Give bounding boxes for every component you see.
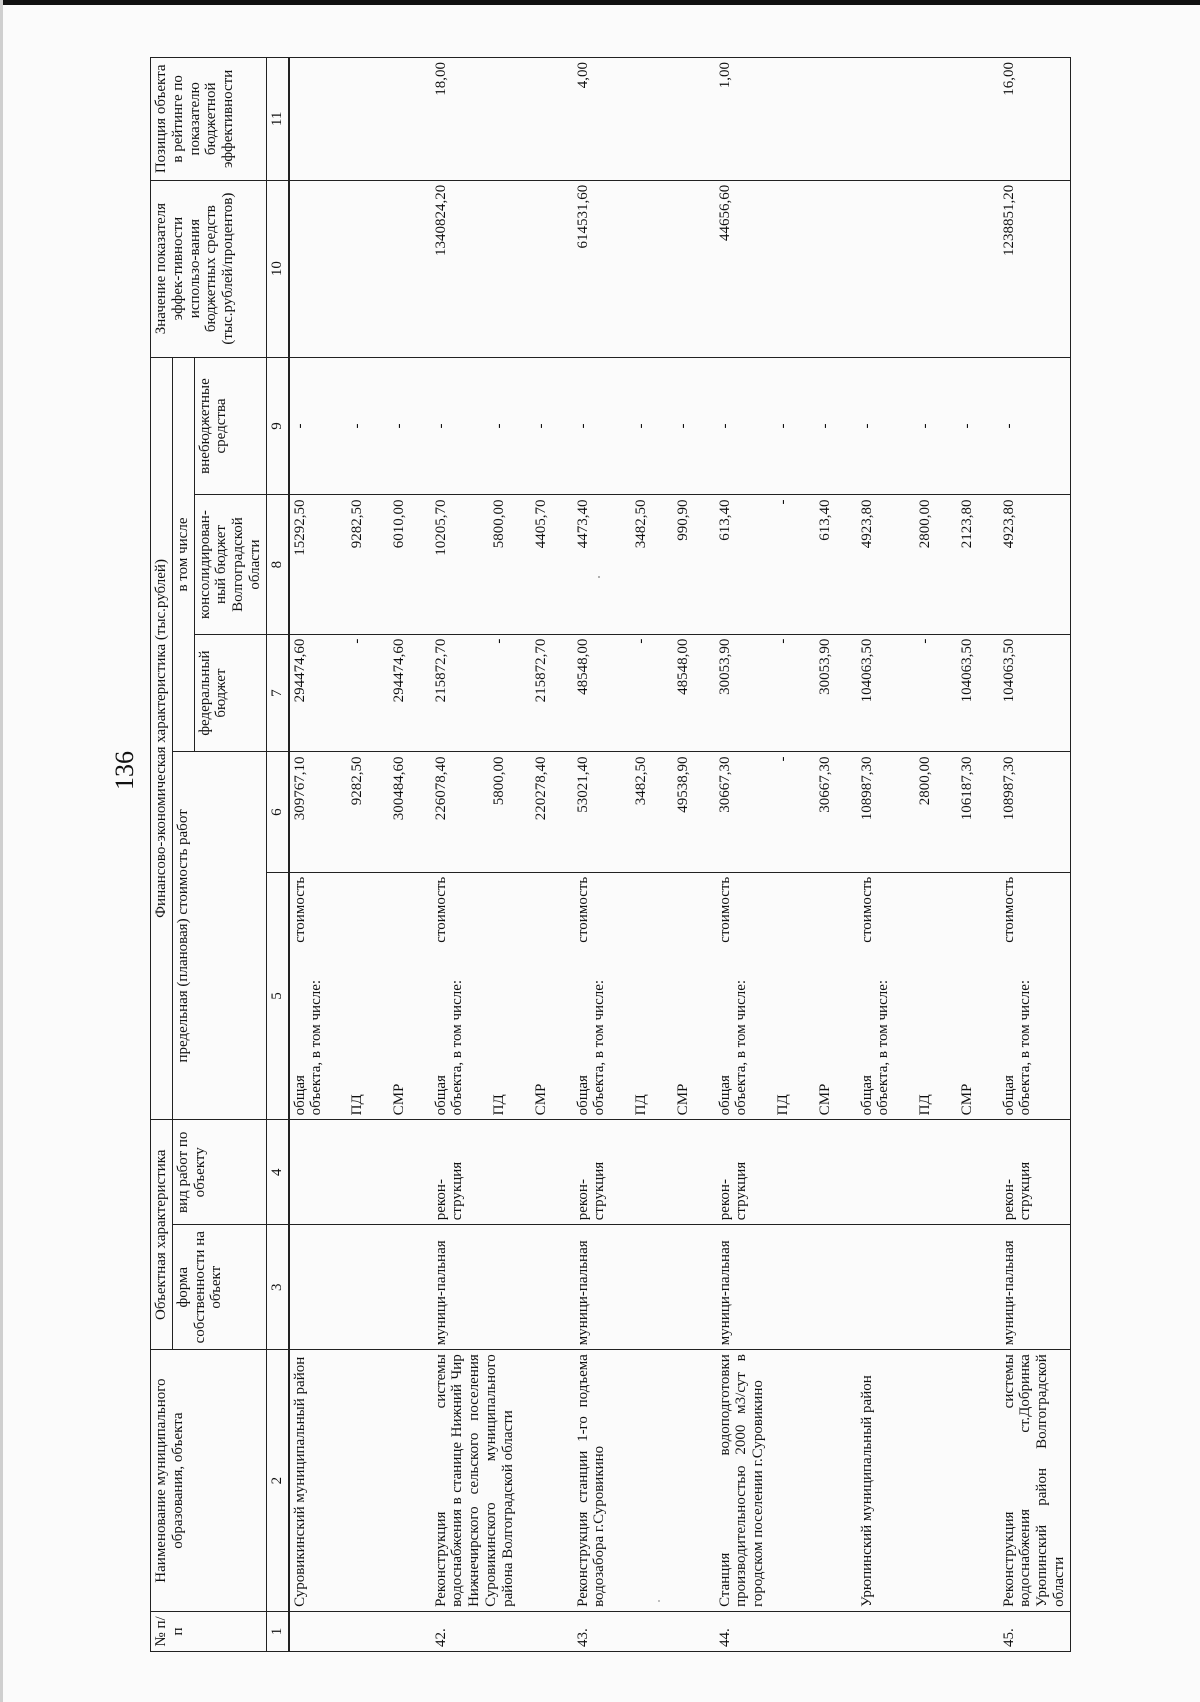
ownership-form bbox=[289, 1225, 431, 1350]
total-cost-value: 106187,30 bbox=[957, 752, 999, 872]
ownership-form: муници-пальная bbox=[573, 1225, 715, 1350]
header-extrabudgetary: внебюджетные средства bbox=[194, 357, 266, 495]
cost-label-word: стоимость bbox=[574, 876, 591, 943]
cost-item-label bbox=[431, 872, 489, 1120]
work-type: рекон-струкция bbox=[715, 1120, 857, 1225]
federal-budget-value: 294474,60 bbox=[389, 634, 431, 752]
column-number: 10 bbox=[266, 180, 288, 357]
total-cost-value: - bbox=[773, 752, 815, 872]
scan-edge-left bbox=[0, 0, 3, 1702]
cost-label-word: общая bbox=[291, 1075, 308, 1116]
cost-label-word: стоимость bbox=[716, 876, 733, 943]
regional-budget-value: - bbox=[773, 495, 815, 634]
header-object-characteristic: Объектная характеристика bbox=[151, 1120, 173, 1350]
extrabudgetary-value: - bbox=[815, 357, 857, 495]
regional-budget-value: 4405,70 bbox=[531, 495, 573, 634]
extrabudgetary-value: - bbox=[999, 357, 1071, 495]
federal-budget-value: 215872,70 bbox=[431, 634, 489, 752]
column-number: 7 bbox=[266, 634, 288, 752]
total-cost-value: 220278,40 bbox=[531, 752, 573, 872]
cost-label-word: стоимость bbox=[432, 876, 449, 943]
cost-item-label bbox=[857, 872, 915, 1120]
total-cost-value: 108987,30 bbox=[999, 752, 1071, 872]
work-type: рекон-струкция bbox=[999, 1120, 1071, 1225]
cost-label-line bbox=[292, 877, 309, 1116]
cost-label-line bbox=[433, 877, 450, 1116]
regional-budget-value: 613,40 bbox=[815, 495, 857, 634]
work-type bbox=[289, 1120, 431, 1225]
extrabudgetary-value: - bbox=[431, 357, 489, 495]
ownership-form: муници-пальная bbox=[431, 1225, 573, 1350]
federal-budget-value: 104063,50 bbox=[857, 634, 915, 752]
ownership-form: муници-пальная bbox=[999, 1225, 1071, 1350]
row-number bbox=[857, 1611, 999, 1651]
cost-label-line bbox=[1001, 877, 1018, 1116]
column-number: 5 bbox=[266, 872, 288, 1120]
total-cost-value: 108987,30 bbox=[857, 752, 915, 872]
object-name: Реконструкция станции 1-го подъема водозабора г.Суровикино bbox=[573, 1350, 715, 1612]
efficiency-value bbox=[857, 180, 999, 357]
object-name: Урюпинский муниципальный район bbox=[857, 1350, 999, 1612]
extrabudgetary-value: - bbox=[631, 357, 673, 495]
total-cost-value: 53021,40 bbox=[573, 752, 631, 872]
extrabudgetary-value: - bbox=[773, 357, 815, 495]
object-name: Суровикинский муниципальный район bbox=[289, 1350, 431, 1612]
rating-position bbox=[857, 58, 999, 181]
row-number: 45. bbox=[999, 1611, 1071, 1651]
table-header bbox=[151, 58, 289, 1652]
regional-budget-value: 613,40 bbox=[715, 495, 773, 634]
total-cost-value: 300484,60 bbox=[389, 752, 431, 872]
header-including: в том числе bbox=[172, 357, 194, 752]
header-no: № п/п bbox=[151, 1611, 267, 1651]
cost-label-word: стоимость bbox=[1000, 876, 1017, 943]
regional-budget-value: 2800,00 bbox=[915, 495, 957, 634]
rating-position: 16,00 bbox=[999, 58, 1071, 181]
extrabudgetary-value: - bbox=[347, 357, 389, 495]
efficiency-value: 1340824,20 bbox=[431, 180, 573, 357]
ownership-form bbox=[857, 1225, 999, 1350]
header-planned-cost: предельная (плановая) стоимость работ bbox=[172, 752, 266, 1120]
table-body bbox=[289, 58, 1071, 1652]
cost-item-label bbox=[289, 872, 347, 1120]
cost-label-word: стоимость bbox=[858, 876, 875, 943]
total-cost-value: 30667,30 bbox=[715, 752, 773, 872]
regional-budget-value: 3482,50 bbox=[631, 495, 673, 634]
regional-budget-value: 6010,00 bbox=[389, 495, 431, 634]
page-number bbox=[110, 751, 139, 791]
regional-budget-value: 990,90 bbox=[673, 495, 715, 634]
rating-position: 18,00 bbox=[431, 58, 573, 181]
cost-label-line bbox=[859, 877, 876, 1116]
header-work-type: вид работ по объекту bbox=[172, 1120, 266, 1225]
object-name: Реконструкция системы водоснабжения ст.Добринка Урюпинский район Волгоградской области bbox=[999, 1350, 1071, 1612]
work-type bbox=[857, 1120, 999, 1225]
object-name: Реконструкция системы водоснабжения в станице Нижний Чир Нижнечирского сельского поселения Суровикинского муниципального района Волгоградской области bbox=[431, 1350, 573, 1612]
regional-budget-value: 5800,00 bbox=[489, 495, 531, 634]
row-number bbox=[289, 1611, 431, 1651]
cost-item-label: СМР bbox=[957, 872, 999, 1120]
column-number: 8 bbox=[266, 495, 288, 634]
table-row bbox=[431, 58, 489, 1652]
regional-budget-value: 9282,50 bbox=[347, 495, 389, 634]
row-number: 43. bbox=[573, 1611, 715, 1651]
cost-item-label bbox=[999, 872, 1071, 1120]
scan-edge-top bbox=[0, 0, 1200, 5]
efficiency-value bbox=[289, 180, 431, 357]
row-number: 42. bbox=[431, 1611, 573, 1651]
total-cost-value: 49538,90 bbox=[673, 752, 715, 872]
rotated-table-container bbox=[150, 57, 1108, 1652]
cost-label-word: общая bbox=[716, 1075, 733, 1116]
cost-label-word: стоимость bbox=[291, 876, 308, 943]
header-regional-budget: консолидирован-ный бюджет Волгоградской области bbox=[194, 495, 266, 634]
extrabudgetary-value: - bbox=[573, 357, 631, 495]
extrabudgetary-value: - bbox=[957, 357, 999, 495]
federal-budget-value: - bbox=[915, 634, 957, 752]
column-number: 3 bbox=[266, 1225, 288, 1350]
total-cost-value: 309767,10 bbox=[289, 752, 347, 872]
federal-budget-value: 294474,60 bbox=[289, 634, 347, 752]
cost-item-label: ПД bbox=[773, 872, 815, 1120]
row-number: 44. bbox=[715, 1611, 857, 1651]
object-name: Станция водоподготовки производительностью 2000 м3/сут в городском поселении г.Суровикино bbox=[715, 1350, 857, 1612]
work-type: рекон-струкция bbox=[573, 1120, 715, 1225]
regional-budget-value: 4923,80 bbox=[857, 495, 915, 634]
regional-budget-value: 4473,40 bbox=[573, 495, 631, 634]
federal-budget-value: 48548,00 bbox=[673, 634, 715, 752]
regional-budget-value: 4923,80 bbox=[999, 495, 1071, 634]
cost-label-line: объекта, в том числе: bbox=[308, 979, 325, 1116]
federal-budget-value: - bbox=[773, 634, 815, 752]
federal-budget-value: - bbox=[631, 634, 673, 752]
cost-label-line: объекта, в том числе: bbox=[1017, 979, 1034, 1116]
header-federal-budget: федеральный бюджет bbox=[194, 634, 266, 752]
total-cost-value: 9282,50 bbox=[347, 752, 389, 872]
rating-position bbox=[289, 58, 431, 181]
cost-item-label: ПД bbox=[915, 872, 957, 1120]
cost-label-line bbox=[717, 877, 734, 1116]
extrabudgetary-value: - bbox=[857, 357, 915, 495]
cost-item-label: СМР bbox=[389, 872, 431, 1120]
cost-label-word: общая bbox=[574, 1075, 591, 1116]
regional-budget-value: 10205,70 bbox=[431, 495, 489, 634]
regional-budget-value: 15292,50 bbox=[289, 495, 347, 634]
table-row bbox=[715, 58, 773, 1652]
table-row bbox=[289, 58, 347, 1652]
table-row bbox=[857, 58, 915, 1652]
table-row bbox=[999, 58, 1071, 1652]
federal-budget-value: - bbox=[347, 634, 389, 752]
header-financial-characteristic: Финансово-экономическая характеристика (тыс.рублей) bbox=[151, 357, 173, 1120]
cost-label-line: объекта, в том числе: bbox=[875, 979, 892, 1116]
column-number: 9 bbox=[266, 357, 288, 495]
cost-item-label bbox=[715, 872, 773, 1120]
federal-budget-value: 104063,50 bbox=[999, 634, 1071, 752]
cost-item-label: ПД bbox=[489, 872, 531, 1120]
total-cost-value: 5800,00 bbox=[489, 752, 531, 872]
rating-position: 4,00 bbox=[573, 58, 715, 181]
column-number: 1 bbox=[266, 1611, 288, 1651]
extrabudgetary-value: - bbox=[531, 357, 573, 495]
extrabudgetary-value: - bbox=[715, 357, 773, 495]
cost-item-label: ПД bbox=[631, 872, 673, 1120]
federal-budget-value: - bbox=[489, 634, 531, 752]
investment-objects-table bbox=[150, 57, 1071, 1652]
rating-position: 1,00 bbox=[715, 58, 857, 181]
extrabudgetary-value: - bbox=[489, 357, 531, 495]
work-type: рекон-струкция bbox=[431, 1120, 573, 1225]
cost-item-label: СМР bbox=[673, 872, 715, 1120]
extrabudgetary-value: - bbox=[289, 357, 347, 495]
header-ownership: форма собственности на объект bbox=[172, 1225, 266, 1350]
extrabudgetary-value: - bbox=[915, 357, 957, 495]
total-cost-value: 3482,50 bbox=[631, 752, 673, 872]
efficiency-value: 44656,60 bbox=[715, 180, 857, 357]
cost-item-label bbox=[573, 872, 631, 1120]
cost-label-line: объекта, в том числе: bbox=[591, 979, 608, 1116]
efficiency-value: 614531,60 bbox=[573, 180, 715, 357]
column-number: 4 bbox=[266, 1120, 288, 1225]
cost-item-label: ПД bbox=[347, 872, 389, 1120]
header-rating-position: Позиция объекта в рейтинге по показателю бюджетной эффективности bbox=[151, 58, 267, 181]
federal-budget-value: 104063,50 bbox=[957, 634, 999, 752]
cost-item-label: СМР bbox=[815, 872, 857, 1120]
cost-label-line: объекта, в том числе: bbox=[449, 979, 466, 1116]
total-cost-value: 226078,40 bbox=[431, 752, 489, 872]
column-number: 6 bbox=[266, 752, 288, 872]
column-number: 2 bbox=[266, 1350, 288, 1612]
table-row bbox=[573, 58, 631, 1652]
federal-budget-value: 48548,00 bbox=[573, 634, 631, 752]
regional-budget-value: 2123,80 bbox=[957, 495, 999, 634]
ownership-form: муници-пальная bbox=[715, 1225, 857, 1350]
federal-budget-value: 215872,70 bbox=[531, 634, 573, 752]
cost-label-word: общая bbox=[432, 1075, 449, 1116]
extrabudgetary-value: - bbox=[673, 357, 715, 495]
total-cost-value: 30667,30 bbox=[815, 752, 857, 872]
federal-budget-value: 30053,90 bbox=[715, 634, 773, 752]
efficiency-value: 1238851,20 bbox=[999, 180, 1071, 357]
total-cost-value: 2800,00 bbox=[915, 752, 957, 872]
column-number-row bbox=[266, 58, 288, 1652]
header-name: Наименование муниципального образования, объекта bbox=[151, 1350, 267, 1612]
federal-budget-value: 30053,90 bbox=[815, 634, 857, 752]
page-number-text: 136 bbox=[110, 751, 139, 790]
cost-label-line bbox=[575, 877, 592, 1116]
cost-label-word: общая bbox=[1000, 1075, 1017, 1116]
header-efficiency-value: Значение показателя эффек-тивности использо-вания бюджетных средств (тыс.рублей/процентов) bbox=[151, 180, 267, 357]
cost-item-label: СМР bbox=[531, 872, 573, 1120]
column-number: 11 bbox=[266, 58, 288, 181]
cost-label-word: общая bbox=[858, 1075, 875, 1116]
extrabudgetary-value: - bbox=[389, 357, 431, 495]
cost-label-line: объекта, в том числе: bbox=[733, 979, 750, 1116]
